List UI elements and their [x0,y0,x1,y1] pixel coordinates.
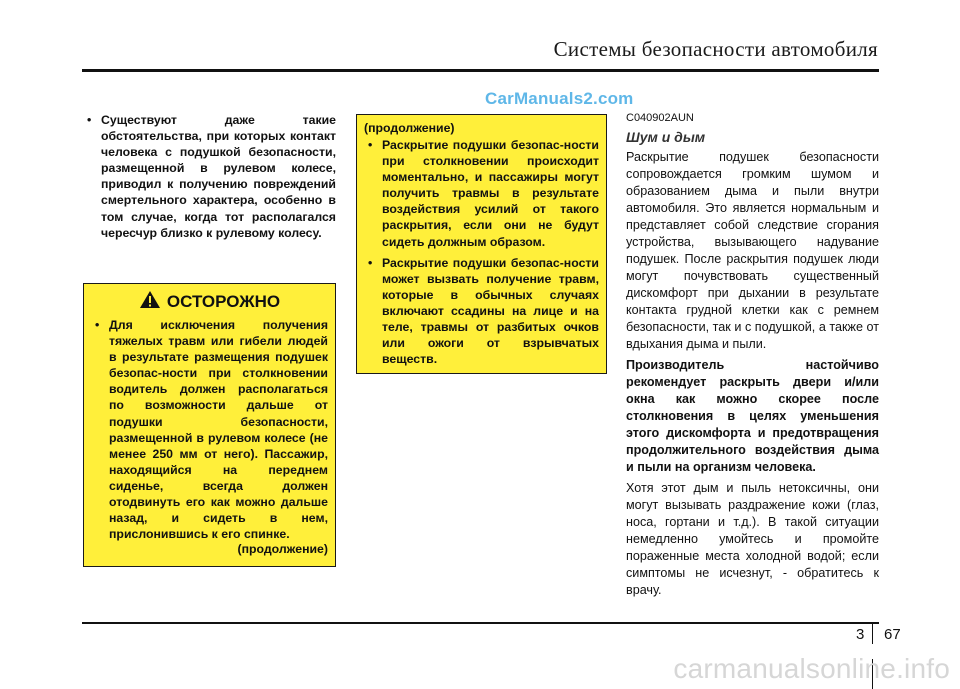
watermark-top: CarManuals2.com [485,89,634,108]
list-item [364,255,599,368]
middle-item-text: Раскрытие подушки безопас-ности может вызвать получение травм, которые в обычных случаях включают ссадины на лице и на теле, травмы от разбитых очков или ожоги от взрывчатых веществ. [382,255,599,367]
warning-text: Для исключения получения тяжелых травм или гибели людей в результате размещения подушек безопас-ности при столкновении водитель должен располагаться по возможности дальше от подушки безопасности, размещенной в рулевом колесе (не менее 250 мм от него). Пассажир, находящийся на переднем сиденье, всегда должен отодвинуть его как можно дальше назад, и сидеть в нем, прислонившись к его спинке. [109,318,328,542]
bullet-dot-icon: • [95,318,100,332]
warning-heading [91,290,328,314]
bullet-dot-icon: • [87,113,92,127]
header-divider [82,69,879,72]
middle-item-text: Раскрытие подушки безопас-ности при столкновении происходит моментально, и пассажиры могут получить травмы в результате воздействия усилий от такого раскрытия, если они не будут сидеть должным образом. [382,138,599,249]
footer-divider [82,622,879,624]
warning-triangle-icon [139,290,161,314]
right-column [626,112,879,599]
paragraph: Хотя этот дым и пыль нетоксичны, они могут вызывать раздражение кожи (глаз, носа, гортани и т.д.). В такой ситуации немедленно умойтесь и промойте пораженные места холодной водой; если симптомы не исчезнут, - обратитесь к врачу. [626,481,879,597]
continued-warning-box [356,114,607,374]
paragraph-bold: Производитель настойчиво рекомендует раскрыть двери и/или окна как можно скорее после столкновения в целях уменьшения этого дискомфорта и предотвращения продолжительного воздействия дыма и пыли на организм человека. [626,358,879,474]
section-code: C040902AUN [626,112,694,124]
section-number: 3 [856,626,865,643]
page-number: 67 [884,626,901,643]
warning-box [83,283,336,567]
paragraph: Раскрытие подушек безопасности сопровождается громким шумом и образованием дыма и пыли внутри автомобиля. Это является нормальным и представляет собой следствие сгорания устройства, вызывающего надувание подушек. После раскрытия подушек люди могут почувствовать существенный дискомфорт при дыхании в результате контакта грудной клетки как с ремнем безопасности, так и с подушкой, а также от вдыхания дыма и пыли. [626,150,879,351]
warning-title: ОСТОРОЖНО [166,292,281,311]
page-number-separator [872,622,873,644]
bullet-dot-icon: • [368,255,373,270]
left-column [83,112,336,241]
middle-bullets [364,137,599,367]
warning-continued: (продолжение) [237,542,328,557]
page-header-title: Системы безопасности автомобиля [553,37,878,61]
warning-bullet [91,317,328,542]
middle-continued: (продолжение) [364,121,455,135]
watermark-bottom: carmanualsonline.info [673,653,950,684]
intro-bullet-text: Существуют даже такие обстоятельства, при которых контакт человека с подушкой безопасности, размещенной в рулевом колесе, приводил к получению повреждений смертельного характера, особенно в том случае, когда тот располагался чересчур близко к рулевому колесу. [101,113,336,240]
section-subheading: Шум и дым [626,129,706,145]
list-item [364,137,599,250]
intro-bullet [83,112,336,241]
bullet-dot-icon: • [368,138,373,152]
